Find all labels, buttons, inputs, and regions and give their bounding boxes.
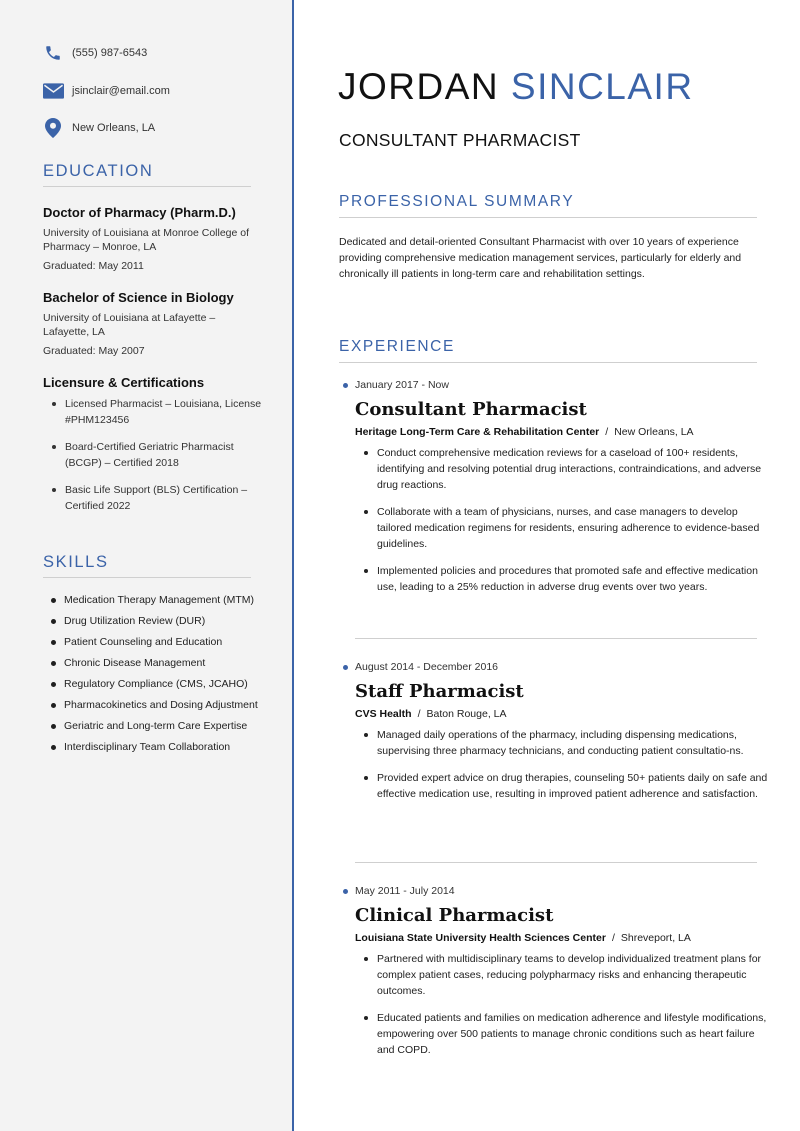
job-title-header: CONSULTANT PHARMACIST [339,130,581,150]
skill-item: Drug Utilization Review (DUR) [50,615,270,628]
envelope-icon [42,81,64,101]
licensure-item: Board-Certified Geriatric Pharmacist (BCGP) – Certified 2018 [50,439,270,471]
job-bullet: Educated patients and families on medication adherence and lifestyle modifications, empowering over 500 patients to manage chronic conditions such as heart failure and COPD. [355,1010,769,1058]
job-bullets [355,727,769,802]
job-dates: August 2014 - December 2016 [339,661,769,675]
skill-item: Geriatric and Long-term Care Expertise [50,720,270,733]
job-title: Clinical Pharmacist [355,905,554,926]
sidebar [0,0,294,1131]
licensure-list [50,396,270,525]
location-text: New Orleans, LA [72,122,156,134]
school-name: University of Louisiana at Monroe College of Pharmacy – Monroe, LA [43,227,250,253]
skills-heading: SKILLS [43,553,251,578]
last-name: SINCLAIR [510,66,694,107]
job-divider [355,862,757,863]
summary-heading: PROFESSIONAL SUMMARY [339,193,757,218]
first-name: JORDAN [338,66,500,107]
job-bullet: Partnered with multidisciplinary teams to develop individualized treatment plans for complex patient cases, reducing polypharmacy risks and enhancing therapeutic outcomes. [355,951,769,999]
job-bullet: Managed daily operations of the pharmacy, including dispensing medications, supervising three pharmacy technicians, and conducting patient consultatio-ns. [355,727,769,759]
skill-item: Chronic Disease Management [50,657,270,670]
company-name: CVS Health [355,708,412,720]
job-entry [339,885,769,1069]
job-bullets [355,951,769,1058]
education-heading: EDUCATION [43,162,251,187]
job-bullet: Collaborate with a team of physicians, nurses, and case managers to develop tailored medication regimens for residents, ensuring adherence to evidence-based guidelines. [355,504,769,552]
candidate-name [338,66,694,108]
graduation-date: Graduated: May 2011 [43,260,144,272]
contact-location [42,118,155,138]
company-name: Louisiana State University Health Sciences Center [355,932,606,944]
company-name: Heritage Long-Term Care & Rehabilitation Center [355,426,600,438]
skill-item: Regulatory Compliance (CMS, JCAHO) [50,678,270,691]
contact-email [42,81,170,101]
email-link[interactable]: jsinclair@email.com [72,85,170,97]
graduation-date: Graduated: May 2007 [43,345,145,357]
job-dates: May 2011 - July 2014 [339,885,769,899]
job-dates: January 2017 - Now [339,379,769,393]
timeline-dot [343,383,348,388]
location-pin-icon [42,118,64,138]
job-title: Consultant Pharmacist [355,399,587,420]
school-name: University of Louisiana at Lafayette – Lafayette, LA [43,312,216,338]
job-location: New Orleans, LA [614,426,694,438]
degree-title: Doctor of Pharmacy (Pharm.D.) [43,205,236,220]
skill-item: Pharmacokinetics and Dosing Adjustment [50,699,270,712]
phone-icon [42,43,64,63]
experience-heading: EXPERIENCE [339,338,757,363]
summary-text: Dedicated and detail-oriented Consultant Pharmacist with over 10 years of experience providing comprehensive medication management services, particularly for elderly and chronically ill patients in long-term care and rehabilitation settings. [339,236,742,280]
job-organization: CVS Health / Baton Rouge, LA [355,708,507,720]
job-bullet: Conduct comprehensive medication reviews for a caseload of 100+ residents, identifying and resolving potential drug interactions, contraindications, and adverse drug reactions. [355,445,769,493]
job-divider [355,638,757,639]
education-item [43,290,263,357]
licensure-item: Licensed Pharmacist – Louisiana, License #PHM123456 [50,396,270,428]
job-bullets [355,445,769,595]
licensure-item: Basic Life Support (BLS) Certification – Certified 2022 [50,482,270,514]
job-organization: Heritage Long-Term Care & Rehabilitation Center / New Orleans, LA [355,426,694,438]
job-bullet: Implemented policies and procedures that promoted safe and effective medication use, leading to a 25% reduction in adverse drug events over two years. [355,563,769,595]
education-item [43,205,263,272]
skill-item: Medication Therapy Management (MTM) [50,594,270,607]
licensure-heading: Licensure & Certifications [43,375,205,390]
job-entry [339,661,769,813]
timeline-dot [343,889,348,894]
contact-phone [42,43,147,63]
degree-title: Bachelor of Science in Biology [43,290,234,305]
job-bullet: Provided expert advice on drug therapies, counseling 50+ patients daily on safe and effective medication use, resulting in improved patient adherence and satisfaction. [355,770,769,802]
phone-text: (555) 987-6543 [72,47,148,59]
job-entry [339,379,769,606]
skill-item: Interdisciplinary Team Collaboration [50,741,270,754]
job-title: Staff Pharmacist [355,681,524,702]
timeline-dot [343,665,348,670]
skills-list [50,594,270,762]
job-location: Baton Rouge, LA [426,708,507,720]
job-organization: Louisiana State University Health Sciences Center / Shreveport, LA [355,932,691,944]
skill-item: Patient Counseling and Education [50,636,270,649]
job-location: Shreveport, LA [620,932,691,944]
